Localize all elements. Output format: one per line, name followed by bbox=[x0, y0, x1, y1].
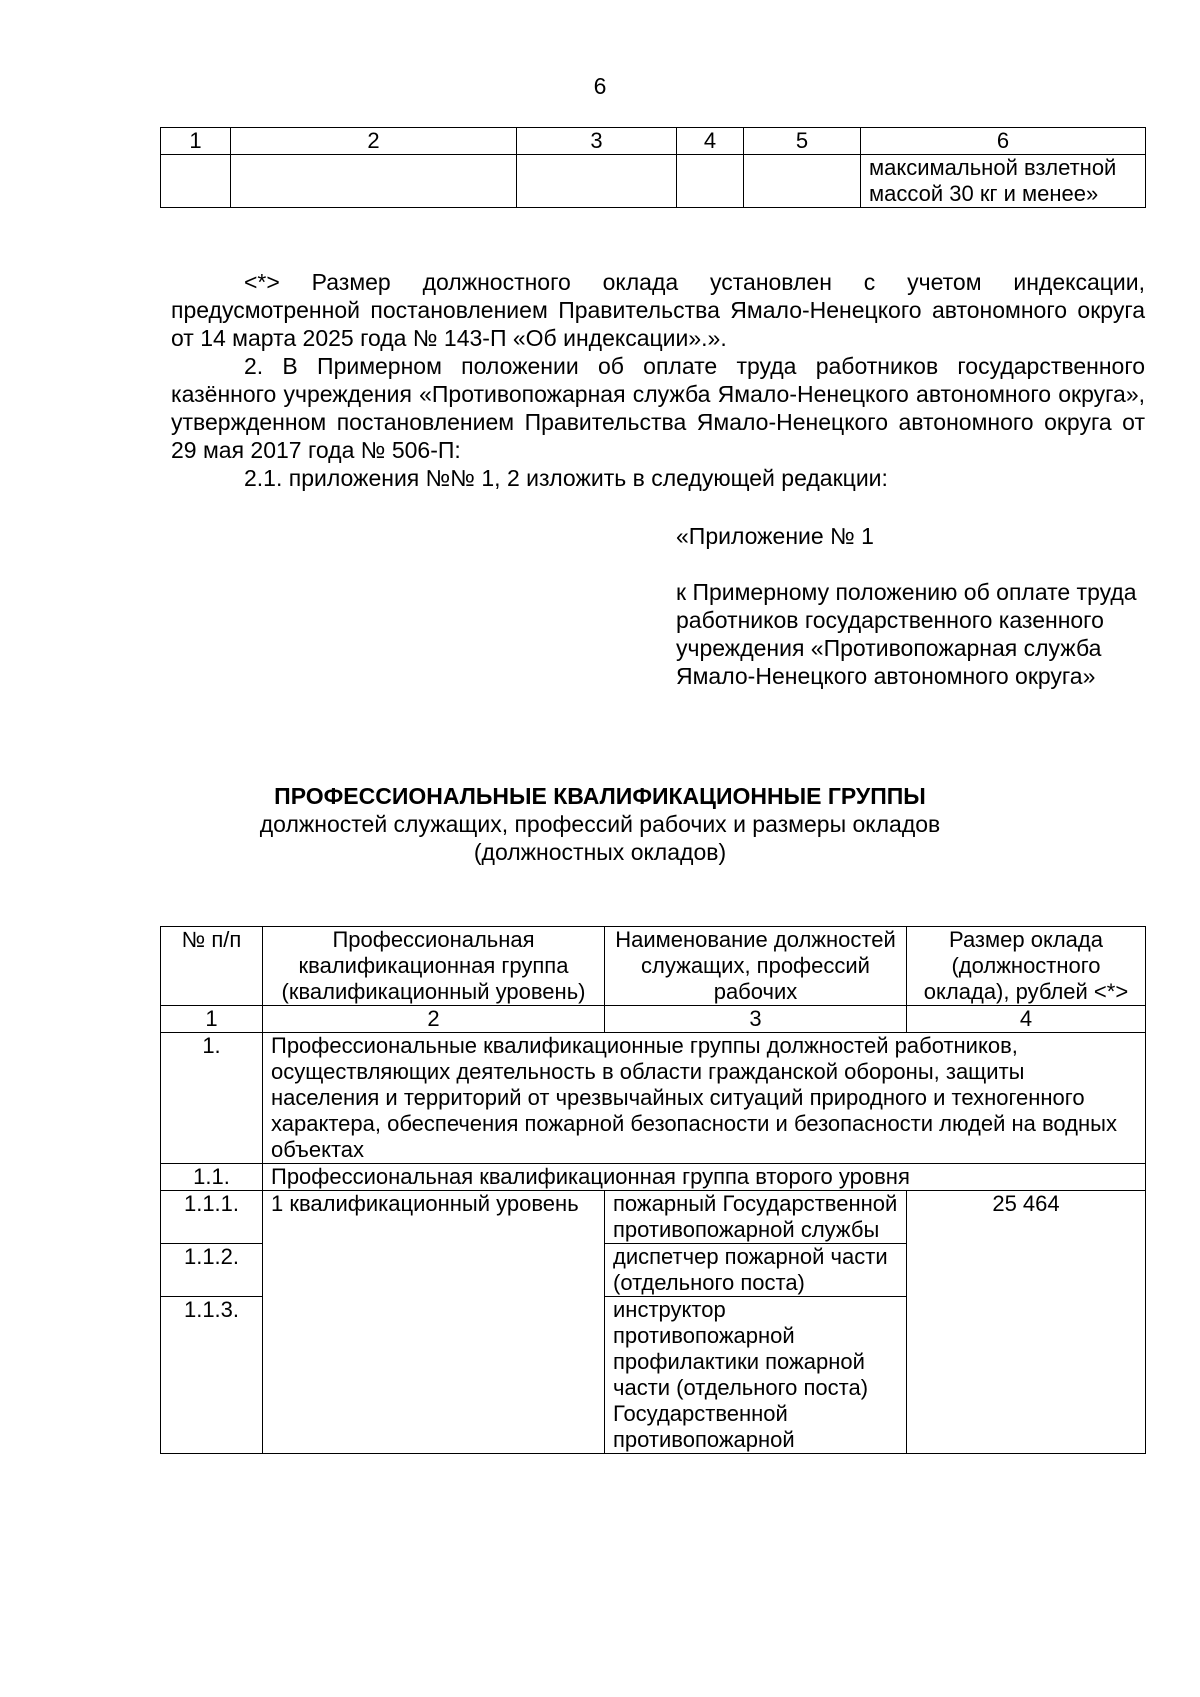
table-header-numbers-row bbox=[161, 128, 1146, 155]
table-row bbox=[161, 1191, 1146, 1244]
row-number: 1.1.1. bbox=[161, 1191, 263, 1244]
qualification-groups-table bbox=[160, 926, 1146, 1454]
col-number: 1 bbox=[161, 128, 231, 155]
header-col-number: № п/п bbox=[161, 927, 263, 1006]
qualification-level: 1 квалификационный уровень bbox=[263, 1191, 605, 1454]
header-col-positions: Наименование должностей служащих, профессий рабочих bbox=[605, 927, 907, 1006]
section-title: Профессиональные квалификационные группы должностей работников, осуществляющих деятельность в области гражданской обороны, защиты населения и территорий от чрезвычайных ситуаций природного и техногенного характера, обеспечения пожарной безопасности и безопасности людей на водных объектах bbox=[263, 1033, 1146, 1164]
document-heading bbox=[0, 782, 1200, 866]
col-number: 5 bbox=[744, 128, 861, 155]
row-number: 1.1.3. bbox=[161, 1297, 263, 1454]
col-number: 4 bbox=[907, 1006, 1146, 1033]
table-cell-empty bbox=[677, 155, 744, 208]
col-number: 3 bbox=[605, 1006, 907, 1033]
salary-value: 25 464 bbox=[907, 1191, 1146, 1454]
table-cell-empty bbox=[517, 155, 677, 208]
subsection-title: Профессиональная квалификационная группа второго уровня bbox=[263, 1164, 1146, 1191]
appendix-label: «Приложение № 1 bbox=[676, 523, 874, 549]
subsection-row bbox=[161, 1164, 1146, 1191]
paragraph-2: 2. В Примерном положении об оплате труда работников государственного казённого учреждения «Противопожарная служба Ямало-Ненецкого автономного округа», утвержденном постановлением Правительства Ямало-Ненецкого автономного округа от 29 мая 2017 года № 506-П: bbox=[171, 353, 1145, 463]
position-name: диспетчер пожарной части (отдельного поста) bbox=[605, 1244, 907, 1297]
appendix-note: к Примерному положению об оплате труда работников государственного казенного учреждения «Противопожарная служба Ямало-Ненецкого автономного округа» bbox=[676, 579, 1137, 689]
col-number: 6 bbox=[861, 128, 1146, 155]
footnote-paragraph: <*> Размер должностного оклада установлен с учетом индексации, предусмотренной постановлением Правительства Ямало-Ненецкого автономного округа от 14 марта 2025 года № 143-П «Об индексации».». bbox=[171, 269, 1145, 351]
header-col-salary: Размер оклада (должностного оклада), рублей <*> bbox=[907, 927, 1146, 1006]
row-number: 1.1.2. bbox=[161, 1244, 263, 1297]
table-cell-empty bbox=[231, 155, 517, 208]
paragraph-2-1: 2.1. приложения №№ 1, 2 изложить в следующей редакции: bbox=[244, 465, 888, 491]
section-row bbox=[161, 1033, 1146, 1164]
col-number: 1 bbox=[161, 1006, 263, 1033]
table-cell-empty bbox=[744, 155, 861, 208]
header-col-group: Профессиональная квалификационная группа (квалификационный уровень) bbox=[263, 927, 605, 1006]
col-number: 2 bbox=[231, 128, 517, 155]
table-header-row bbox=[161, 927, 1146, 1006]
heading-subtitle-line2: (должностных окладов) bbox=[473, 839, 727, 865]
col-number: 3 bbox=[517, 128, 677, 155]
body-text bbox=[171, 268, 1145, 492]
col-number: 2 bbox=[263, 1006, 605, 1033]
position-name: инструктор противопожарной профилактики пожарной части (отдельного поста) Государственной противопожарной bbox=[605, 1297, 907, 1454]
page-number: 6 bbox=[593, 73, 607, 99]
col-number: 4 bbox=[677, 128, 744, 155]
heading-subtitle-line1: должностей служащих, профессий рабочих и размеры окладов bbox=[259, 811, 941, 837]
heading-title: ПРОФЕССИОНАЛЬНЫЕ КВАЛИФИКАЦИОННЫЕ ГРУППЫ bbox=[274, 783, 926, 809]
continued-table bbox=[160, 127, 1146, 208]
table-col-numbers-row bbox=[161, 1006, 1146, 1033]
section-number: 1. bbox=[161, 1033, 263, 1164]
position-name: пожарный Государственной противопожарной службы bbox=[605, 1191, 907, 1244]
table-cell-empty bbox=[161, 155, 231, 208]
table-cell-text: максимальной взлетной массой 30 кг и менее» bbox=[861, 155, 1146, 208]
subsection-number: 1.1. bbox=[161, 1164, 263, 1191]
table-row bbox=[161, 155, 1146, 208]
appendix-header bbox=[676, 522, 1146, 690]
